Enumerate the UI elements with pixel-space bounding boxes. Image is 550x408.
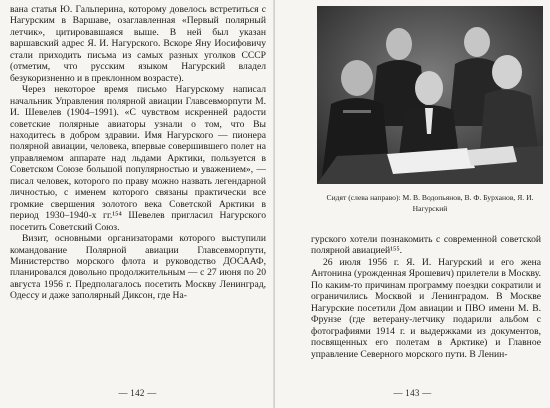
page-number-right: — 143 — [393, 388, 432, 398]
right-paragraph-1: гурского хотели познакомить с современной советской полярной авиацией¹⁵⁵. [311, 234, 541, 257]
photo-caption: Сидят (слева направо): М. В. Водопьянов, В. Ф. Бурханов, Я. И. Нагурский [326, 193, 534, 213]
right-page-text [311, 234, 541, 360]
right-paragraph-2: 26 июля 1956 г. Я. И. Нагурский и его жена Антонина (урожденная Ярошевич) прилетели в Москву. По каким-то причинам программу поездки сократили и ограничились Москвой и Ленинградом. В Москве Нагурские посетили Дом авиации и ПВО имени М. В. Фрунзе (где ветерану-летчику подарили альбом с фотографиями 1914 г. и выдержками из документов, посвященных его полетам в Арктике) и Главное управление Северного морского пути. В Ленин- [311, 256, 541, 360]
historical-photo [317, 6, 543, 184]
left-paragraph-3: Визит, основными организаторами которого выступили командование Полярной авиации Главсевморпути, Министерство морского флота и руководство ДОСААФ, планировался довольно продолжительным — с 27 июня по 20 августа 1956 г. Предполагалось посетить Москву Ленинград, Одессу и даже заполярный Диксон, где На- [10, 233, 266, 302]
page-number-left: — 142 — [118, 388, 157, 398]
left-paragraph-2: Через некоторое время письмо Нагурскому написал начальник Управления полярной авиации Главсевморпути М. И. Шевелев (1904–1991). «С чувством искренней радости советские полярные авиаторы узнали о том, что Вы находитесь в добром здравии. Имя Нагурского — пионера полярной авиации, человека, впервые совершившего полет на управляемом аппарате над льдами Арктики, пользуется в Советском Союзе большой популярностью и уважением», — писал человек, которого по праву можно назвать легендарной личностью, с именем которого связаны практически все громкие свершения золотого века Советской Арктики в период 1930–1940-х гг.¹⁵⁴ Шевелев пригласил Нагурского посетить Советский Союз. [10, 84, 266, 233]
left-paragraph-1: вана статья Ю. Гальперина, которому довелось встретиться с Нагурским в Варшаве, озаглавленная «Первый полярный летчик», цитировавшаяся выше. В ней был указан варшавский адрес Я. И. Нагурского. Вскоре Яну Иосифовичу стали приходить письма из самых разных уголков СССР (отметим, что русским языком Нагурский владел безукоризненно и в преклонном возрасте). [10, 4, 266, 84]
left-page-text [10, 4, 266, 302]
photo-illustration [317, 6, 543, 184]
